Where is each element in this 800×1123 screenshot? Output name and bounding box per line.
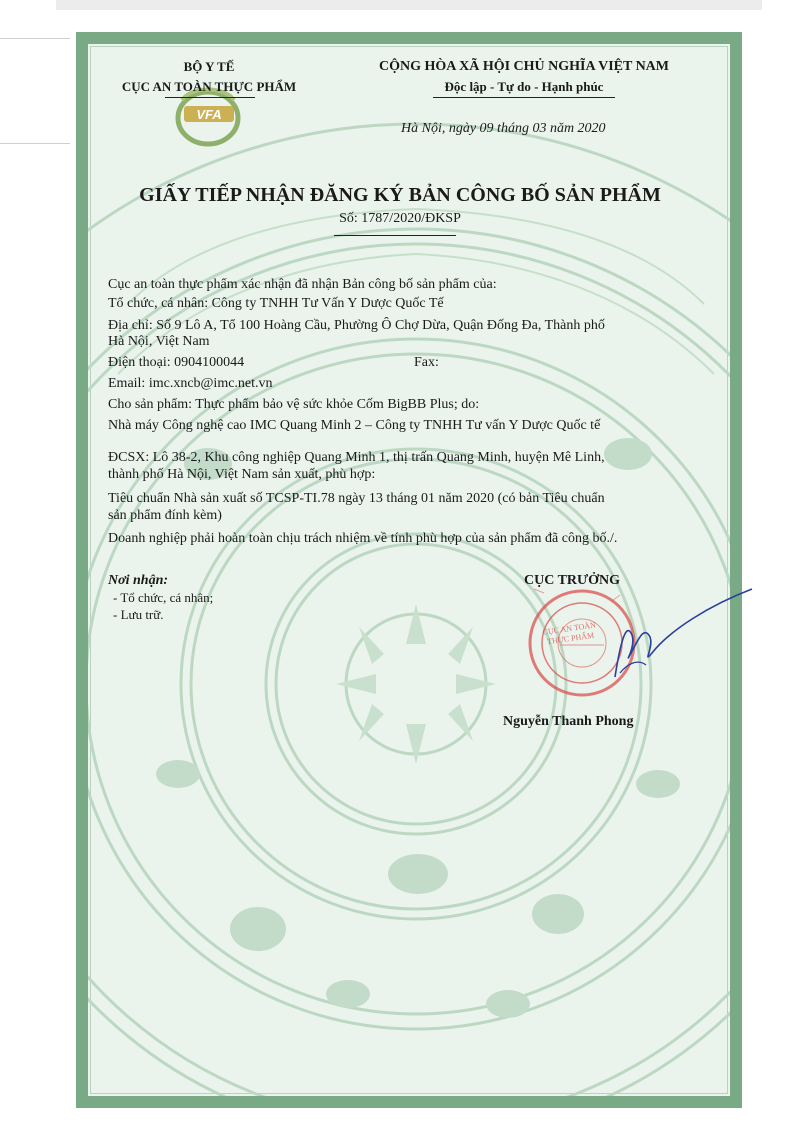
address-line-1: Địa chỉ: Số 9 Lô A, Tổ 100 Hoàng Cầu, Phường Ô Chợ Dừa, Quận Đống Đa, Thành phố xyxy=(108,318,605,333)
product-text: Cho sản phẩm: Thực phẩm bảo vệ sức khỏe Cốm BigBB Plus; do: xyxy=(108,397,480,412)
top-bar xyxy=(56,0,762,10)
number-underline xyxy=(334,235,456,236)
ministry-name: BỘ Y TẾ xyxy=(183,59,235,74)
motto: Độc lập - Tự do - Hạnh phúc xyxy=(444,79,604,94)
document-title: GIẤY TIẾP NHẬN ĐĂNG KÝ BẢN CÔNG BỐ SẢN PHẨM xyxy=(139,184,661,206)
agency-name: CỤC AN TOÀN THỰC PHẨM xyxy=(121,79,297,94)
signer-role: CỤC TRƯỞNG xyxy=(524,573,621,588)
document-number: Số: 1787/2020/ĐKSP xyxy=(339,211,461,226)
logo-text: VFA xyxy=(196,107,222,122)
edge-line xyxy=(0,143,70,144)
manufacturer-text: Nhà máy Công nghệ cao IMC Quang Minh 2 – Công ty TNHH Tư vấn Y Dược Quốc tế xyxy=(108,418,601,433)
site-line-2: thành phố Hà Nội, Việt Nam sản xuất, phù hợp: xyxy=(108,467,376,482)
site-line-1: ĐCSX: Lô 38-2, Khu công nghiệp Quang Minh 1, thị trấn Quang Minh, huyện Mê Linh, xyxy=(108,450,605,465)
motto-underline xyxy=(433,97,615,98)
address-line-2: Hà Nội, Việt Nam xyxy=(108,334,210,349)
signer-name: Nguyễn Thanh Phong xyxy=(503,714,634,729)
standard-line-1: Tiêu chuẩn Nhà sản xuất số TCSP-TI.78 ngày 13 tháng 01 năm 2020 (có bản Tiêu chuẩn xyxy=(108,491,605,506)
standard-line-2: sản phẩm đính kèm) xyxy=(108,508,222,523)
recipients-heading: Nơi nhận: xyxy=(108,573,169,588)
stamp-text: CỤC AN TOÀN THỰC PHẨM xyxy=(542,620,597,647)
recipient-item: - Tổ chức, cá nhân; xyxy=(113,590,214,605)
edge-line xyxy=(0,38,70,39)
place-date: Hà Nội, ngày 09 tháng 03 năm 2020 xyxy=(401,121,606,136)
responsibility-text: Doanh nghiệp phải hoàn toàn chịu trách nhiệm về tính phù hợp của sản phẩm đã công bố./. xyxy=(108,531,618,546)
recipient-item: - Lưu trữ. xyxy=(113,607,164,622)
email-text: Email: imc.xncb@imc.net.vn xyxy=(108,376,273,391)
official-stamp-icon xyxy=(520,585,760,710)
intro-text: Cục an toàn thực phẩm xác nhận đã nhận Bản công bố sản phẩm của: xyxy=(108,277,497,292)
fax-text: Fax: xyxy=(414,355,439,370)
phone-text: Điện thoại: 0904100044 xyxy=(108,355,245,370)
agency-underline xyxy=(165,97,255,98)
republic-title: CỘNG HÒA XÃ HỘI CHỦ NGHĨA VIỆT NAM xyxy=(378,59,669,74)
organization-text: Tổ chức, cá nhân: Công ty TNHH Tư Vấn Y Dược Quốc Tế xyxy=(108,296,444,311)
handwritten-signature-icon xyxy=(615,589,752,677)
